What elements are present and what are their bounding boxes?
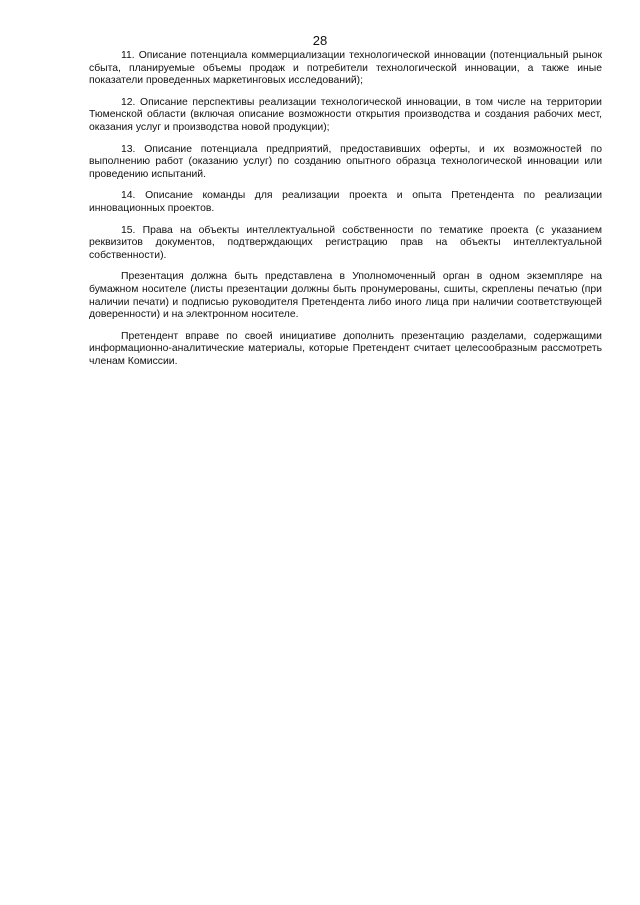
paragraph-additional-materials: Претендент вправе по своей инициативе дополнить презентацию разделами, содержащими информационно-аналитические материалы, которые Претендент считает целесообразным рассмотреть членам Комиссии. — [89, 330, 602, 367]
page-number: 28 — [312, 33, 328, 48]
document-body — [89, 50, 602, 377]
paragraph-presentation-requirements: Презентация должна быть представлена в Уполномоченный орган в одном экземпляре на бумажном носителе (листы презентации должны быть пронумерованы, сшиты, скреплены печатью (при наличии печати) и подписью руководителя Претендента либо иного лица при наличии соответствующей доверенности) и на электронном носителе. — [89, 271, 602, 321]
paragraph-item-14: 14. Описание команды для реализации проекта и опыта Претендента по реализации инновационных проектов. — [89, 190, 602, 214]
paragraph-item-12: 12. Описание перспективы реализации технологической инновации, в том числе на территории Тюменской области (включая описание возможности открытия производства и создания рабочих мест, оказания услуг и производства новой продукции); — [89, 96, 602, 133]
paragraph-item-15: 15. Права на объекты интеллектуальной собственности по тематике проекта (с указанием реквизитов документов, подтверждающих регистрацию прав на объекты интеллектуальной собственности). — [89, 224, 602, 261]
paragraph-item-13: 13. Описание потенциала предприятий, предоставивших оферты, и их возможностей по выполнению работ (оказанию услуг) по созданию опытного образца технологической инновации или проведению испытаний. — [89, 143, 602, 180]
paragraph-item-11: 11. Описание потенциала коммерциализации технологической инновации (потенциальный рынок сбыта, планируемые объемы продаж и потребители технологической инновации, а также иные показатели проведенных маркетинговых исследований); — [89, 50, 602, 87]
